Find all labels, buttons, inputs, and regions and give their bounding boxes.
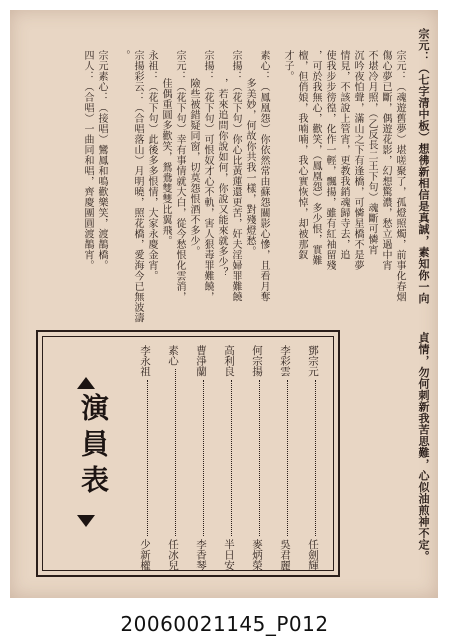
- cast-role: 鄧宗元: [307, 345, 319, 377]
- text-line: 使我步步徬徨，化作一輕，飄揚，雖有紅袖留殘: [324, 50, 335, 271]
- dot-leader: [227, 380, 232, 536]
- text-line: 四人：（合唱）一曲同和唱，齊慶團圓渡鵲宵。: [82, 50, 93, 271]
- cast-actor: 半日安: [223, 538, 235, 570]
- cast-role: 何宗揚: [251, 345, 263, 377]
- cast-row: [306, 345, 321, 570]
- cast-table-inner-border: [42, 336, 334, 571]
- text-line: 傷心夢已斷，偶遊花影，幻想驚濃，愁立過中宵: [380, 50, 391, 271]
- text-line: 宗揚：（花下句）可恨奴才心不軌，害人狠毒罪難饒，: [202, 50, 213, 302]
- text-line: 才子。: [282, 50, 293, 82]
- dot-leader: [311, 380, 316, 536]
- cast-row: [138, 345, 153, 570]
- dot-leader: [171, 369, 176, 536]
- cast-actor: 麥炳榮: [251, 538, 263, 570]
- text-line: 宗揚彩云：（合唱落山）月明曉，照花橋，愛海今已無波濤: [132, 50, 143, 323]
- header-line: 宗元：（七字清中板）想彿新相信是真誠，素知你一向: [417, 28, 430, 304]
- cast-actor: 李香琴: [195, 538, 207, 570]
- dot-leader: [255, 380, 260, 536]
- dot-leader: [199, 380, 204, 536]
- text-line: 宗揚：（花下句）你心比黃蓮還更苦，奸夫淫婦罪難饒: [230, 50, 241, 302]
- archive-id-caption: 20060021145_P012: [120, 612, 329, 636]
- cast-row: [166, 345, 181, 570]
- text-line: 宗元：（魂遊舊夢）堪嗟聚了，孤燈照燭，前事化春烟: [394, 50, 405, 302]
- text-line: 沉吟夜怕聲，滿山之下有逢橋，可憐星橋不是夢: [352, 50, 363, 271]
- document-page: [10, 10, 438, 598]
- cast-actor: 任冰兒: [167, 538, 179, 570]
- cast-row: [250, 345, 265, 570]
- triangle-up-ornament: [77, 377, 95, 389]
- dot-leader: [283, 380, 288, 536]
- text-line: 宗元：（花下句）幸有事情就大白，從今愁恨化雲消，: [174, 50, 185, 302]
- cast-row: [278, 345, 293, 570]
- text-line: 險些被錯疑同窗，切莫怨恨酒不多少。: [188, 78, 199, 257]
- cast-row: [222, 345, 237, 570]
- dot-leader: [143, 380, 148, 536]
- cast-row: [194, 345, 209, 570]
- text-line: 佳偶重圓多歡笑，鴛鴦雙雙比翼飛。: [160, 78, 171, 246]
- cast-role: 素心: [167, 345, 179, 366]
- cast-role: 李彩雲: [279, 345, 291, 377]
- cast-actor: 任劍輝: [307, 538, 319, 570]
- text-line: 多美妙，何故你共我一樣，對殘燈愁。: [244, 78, 255, 257]
- cast-actor: 少新權: [139, 538, 151, 570]
- cast-role: 曹淨蘭: [195, 345, 207, 377]
- text-line: ，若來追問你說如何，你說又能來就多少？: [216, 78, 227, 278]
- text-line: 。: [118, 50, 129, 61]
- text-line: 永祖：（花下句）此後多多恨情，大家永慶金宵。: [146, 50, 157, 281]
- text-line: 素心：（鳳凰怨）你依然常由蘇怨關影心慘，且看月奪: [258, 50, 269, 302]
- text-line: 宗元素心：（接唱）鸞鳳和鳴歡樂笑，渡鵲橋。: [96, 50, 107, 271]
- triangle-down-ornament: [77, 515, 95, 527]
- text-line: ，可於我無心，歡笑，（鳳凰怨）多少恨，實難: [310, 50, 321, 266]
- text-line: 不堪冷月照，（乙反長二王下句）魂斷可憐宵: [366, 50, 377, 255]
- cast-title: 演員表: [77, 393, 110, 501]
- text-line: 情見，不該說上管宵，更教我銷魂歸寺去，追: [338, 50, 349, 260]
- cast-role: 李永祖: [139, 345, 151, 377]
- cast-actor: 吳君麗: [279, 538, 291, 570]
- text-line: 檀，但俏娘，我喃喃，我心實恢悼，却被那釵: [296, 50, 307, 260]
- cast-role: 高利良: [223, 345, 235, 377]
- cast-table: [36, 330, 340, 577]
- header-line-continued: 貞情，勿何刺新我苦思難，心似油煎神不定。: [417, 332, 430, 562]
